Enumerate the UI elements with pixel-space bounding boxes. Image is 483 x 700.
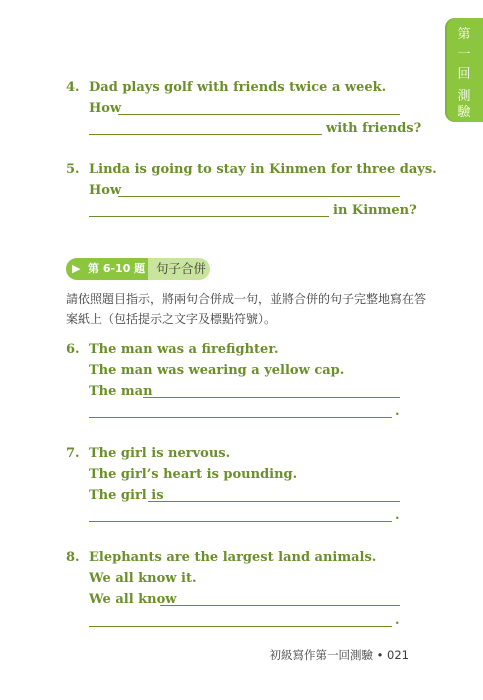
answer-prompt: The girl is	[89, 488, 164, 503]
side-tab-char: 第	[457, 27, 471, 42]
page-footer: 初級寫作第一回測驗 • 021	[269, 648, 409, 662]
question-sentence: Linda is going to stay in Kinmen for three days.	[89, 162, 437, 177]
answer-tail: in Kinmen?	[333, 203, 417, 218]
answer-prompt: How	[89, 101, 122, 116]
chapter-side-tab	[445, 18, 483, 122]
play-arrow-icon: ▶	[72, 262, 81, 275]
answer-line[interactable]	[118, 196, 400, 197]
answer-line[interactable]	[89, 417, 392, 418]
side-tab-char: 一	[457, 47, 471, 62]
answer-line[interactable]	[143, 397, 400, 398]
answer-prompt: How	[89, 183, 122, 198]
answer-prompt: We all know	[89, 592, 177, 607]
question-number: 6.	[66, 342, 80, 357]
answer-prompt: The man	[89, 384, 153, 399]
question-sentence: Elephants are the largest land animals.	[89, 550, 377, 565]
side-tab-char: 回	[457, 67, 471, 82]
answer-tail: with friends?	[326, 121, 422, 136]
question-sentence: We all know it.	[89, 571, 197, 586]
answer-period: .	[395, 613, 400, 628]
question-sentence: The man was wearing a yellow cap.	[89, 363, 345, 378]
answer-line[interactable]	[148, 501, 400, 502]
section-title: 句子合併	[156, 261, 207, 276]
answer-line[interactable]	[89, 521, 392, 522]
question-number: 8.	[66, 550, 80, 565]
instruction-text: 請依照題目指示，將兩句合併成一句，並將合併的句子完整地寫在答	[66, 292, 427, 306]
question-number: 7.	[66, 446, 80, 461]
question-number: 4.	[66, 80, 80, 95]
answer-line[interactable]	[118, 114, 400, 115]
question-sentence: Dad plays golf with friends twice a week.	[89, 80, 387, 95]
question-sentence: The man was a firefighter.	[89, 342, 279, 357]
answer-period: .	[395, 404, 400, 419]
question-number: 5.	[66, 162, 80, 177]
answer-line[interactable]	[89, 626, 392, 627]
question-sentence: The girl is nervous.	[89, 446, 231, 461]
question-sentence: The girl’s heart is pounding.	[89, 467, 298, 482]
answer-line[interactable]	[160, 605, 400, 606]
answer-line[interactable]	[89, 216, 329, 217]
side-tab-char: 測	[457, 89, 471, 104]
answer-line[interactable]	[89, 134, 322, 135]
section-range: 第 6-10 題	[88, 262, 146, 275]
instruction-text: 案紙上（包括提示之文字及標點符號）。	[66, 312, 277, 326]
side-tab-char: 驗	[457, 105, 471, 120]
answer-period: .	[395, 508, 400, 523]
